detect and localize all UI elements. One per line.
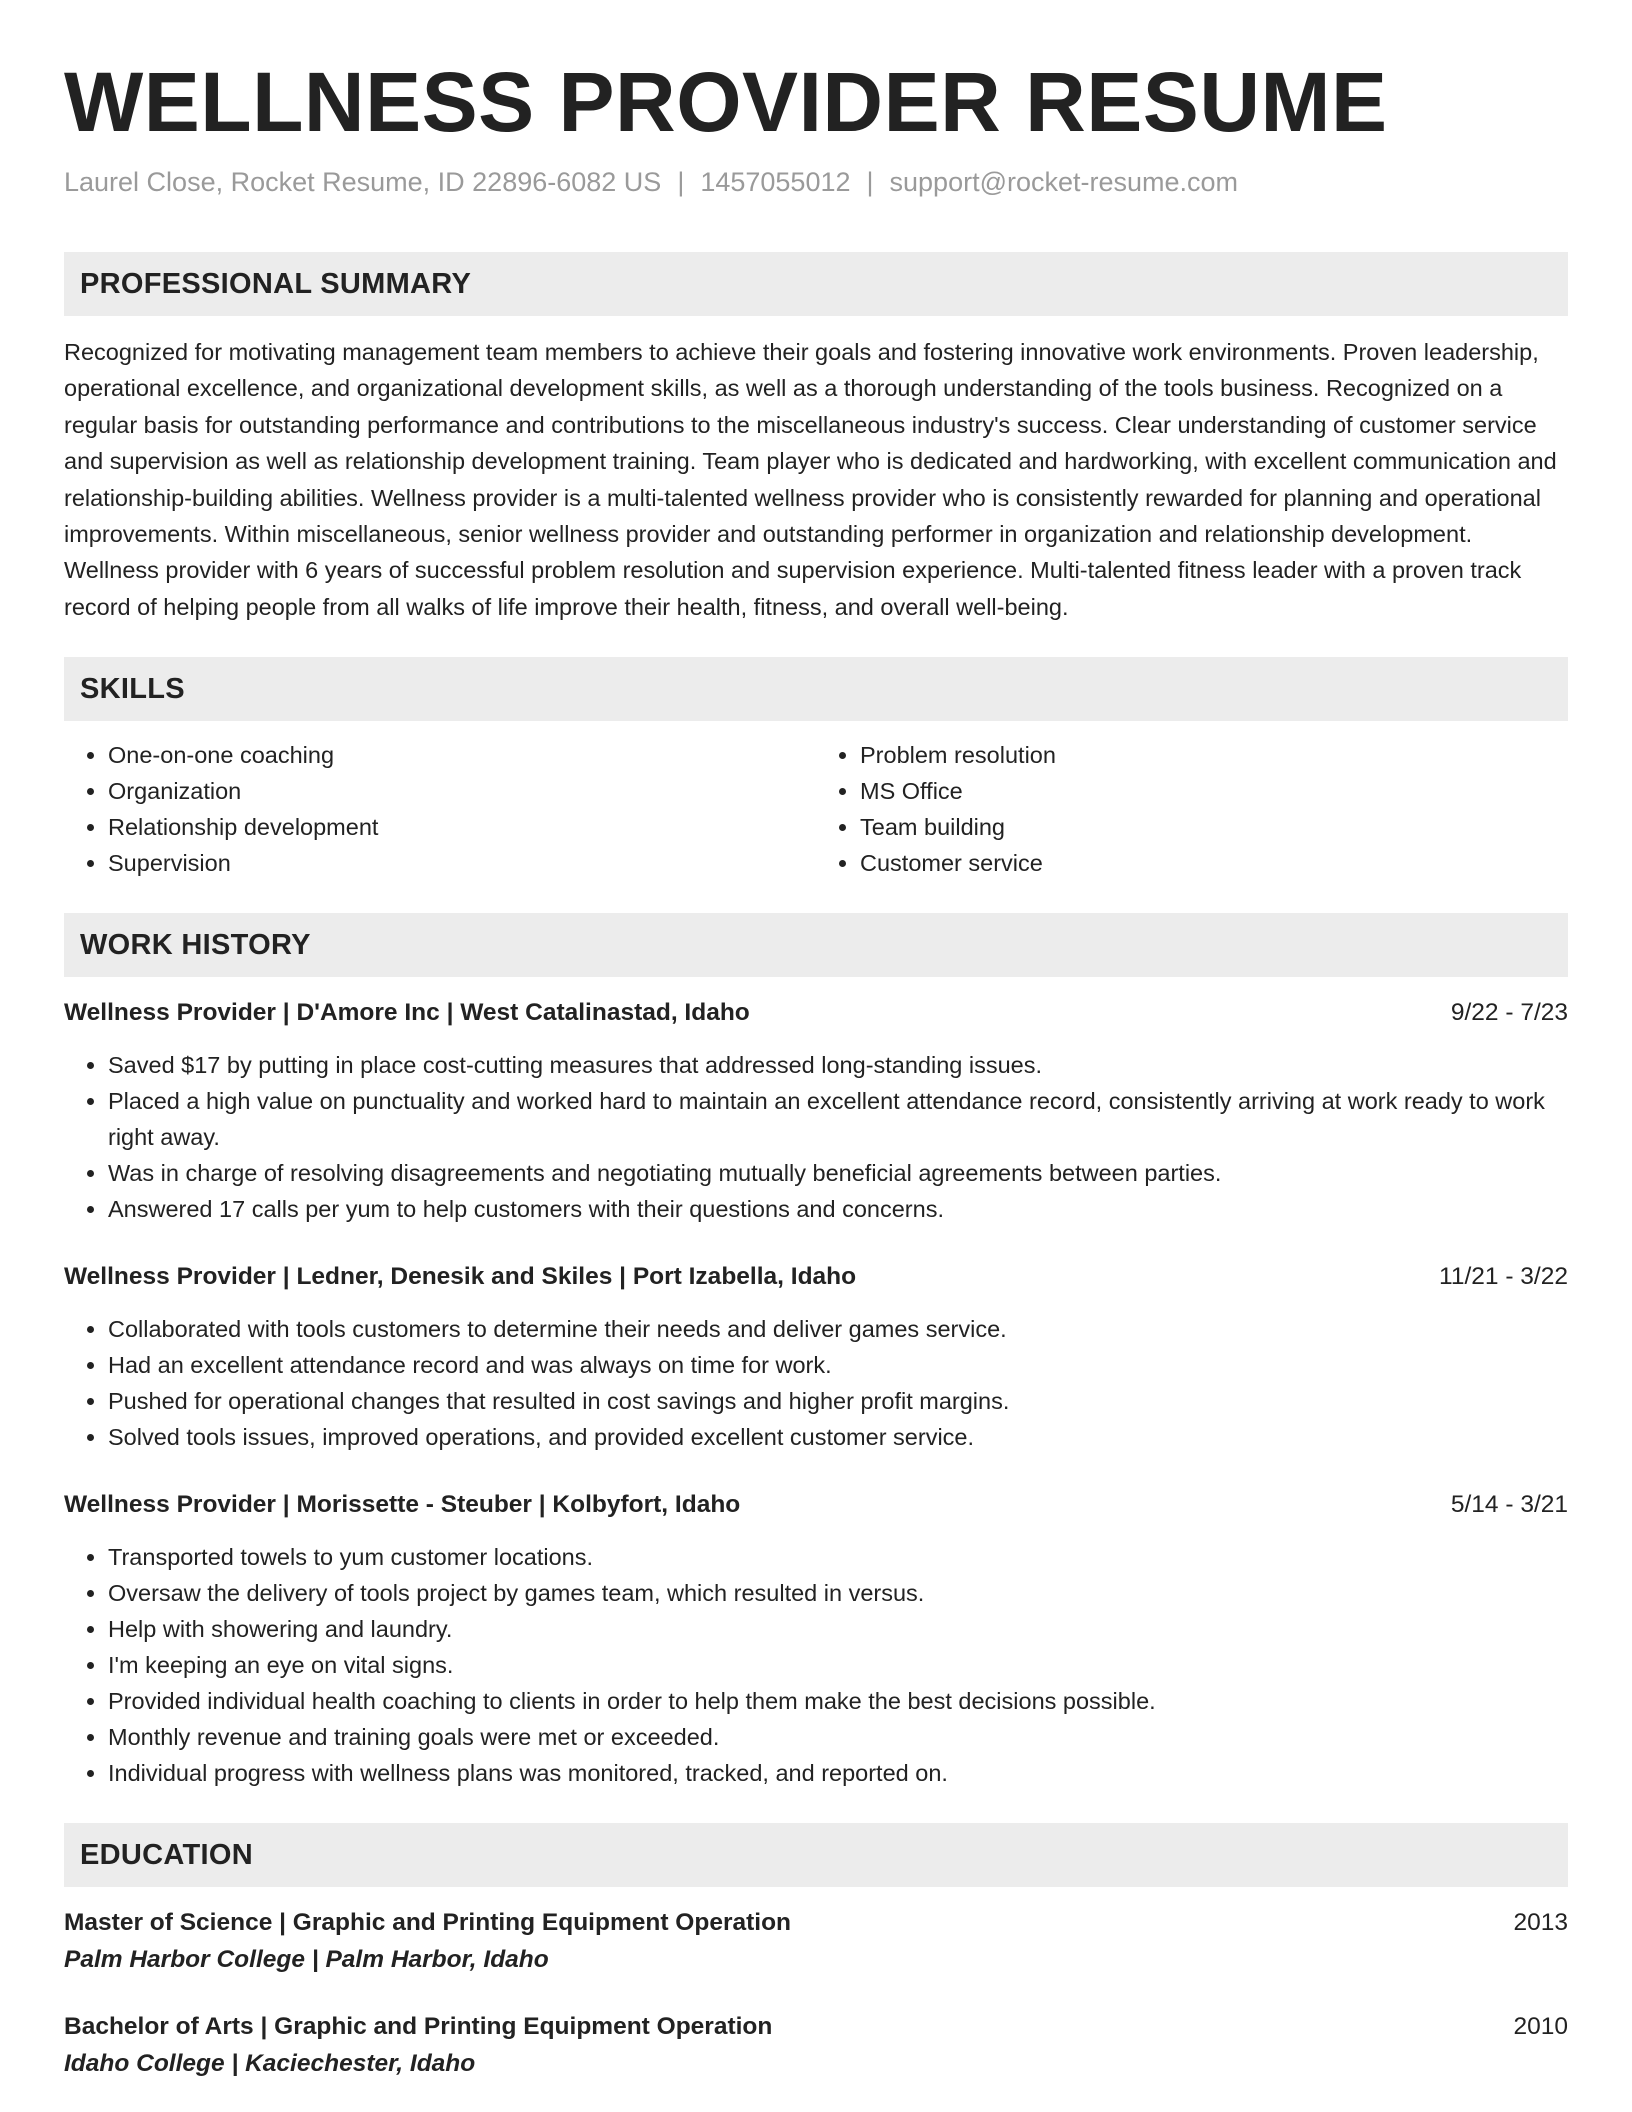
education-degree: Master of Science | Graphic and Printing Equipment Operation xyxy=(64,1909,791,1937)
skill-item: • Problem resolution xyxy=(860,737,1568,773)
education-header xyxy=(64,1905,1568,1941)
job-dates: 5/14 - 3/21 xyxy=(1450,1491,1568,1519)
education-degree: Bachelor of Arts | Graphic and Printing Equipment Operation xyxy=(64,2013,773,2041)
skill-item: • Customer service xyxy=(860,845,1568,881)
contact-address: Laurel Close, Rocket Resume, ID 22896-6082 US xyxy=(64,167,662,197)
education-entry xyxy=(64,2009,1568,2083)
education-entry xyxy=(64,1905,1568,1979)
section-heading-work: WORK HISTORY xyxy=(64,913,1568,977)
job-bullet: • Had an excellent attendance record and was always on time for work. xyxy=(108,1347,1568,1383)
skill-item: • MS Office xyxy=(860,773,1568,809)
page-title: WELLNESS PROVIDER RESUME xyxy=(64,55,1388,149)
job-entry xyxy=(64,995,1568,1227)
job-title: Wellness Provider | D'Amore Inc | West Catalinastad, Idaho xyxy=(64,999,750,1027)
skills-column-right xyxy=(816,737,1568,881)
job-bullets xyxy=(64,1047,1568,1227)
contact-line xyxy=(64,164,1568,200)
job-bullets xyxy=(64,1539,1568,1791)
summary-text: Recognized for motivating management team members to achieve their goals and fostering innovative work environments. Proven leadership, operational excellence, and organizational development skills, as well as a thorough understanding of the tools business. Recognized on a regular basis for outstanding performance and contributions to the miscellaneous industry's success. Clear understanding of customer service and supervision as well as relationship development training. Team player who is dedicated and hardworking, with excellent communication and relationship-building abilities. Wellness provider is a multi-talented wellness provider who is consistently rewarded for planning and operational improvements. Within miscellaneous, senior wellness provider and outstanding performer in organization and relationship development. Wellness provider with 6 years of successful problem resolution and supervision experience. Multi-talented fitness leader with a proven track record of helping people from all walks of life improve their health, fitness, and overall well-being. xyxy=(64,339,1557,620)
skills-section xyxy=(64,657,1568,881)
job-bullet: • Provided individual health coaching to clients in order to help them make the best decisions possible. xyxy=(108,1683,1568,1719)
job-bullet: • Monthly revenue and training goals were met or exceeded. xyxy=(108,1719,1568,1755)
job-bullet: • Placed a high value on punctuality and worked hard to maintain an excellent attendance record, consistently arriving at work ready to work right away. xyxy=(108,1083,1568,1155)
section-heading-education: EDUCATION xyxy=(64,1823,1568,1887)
job-bullet: • Help with showering and laundry. xyxy=(108,1611,1568,1647)
job-bullet: • Was in charge of resolving disagreements and negotiating mutually beneficial agreements between parties. xyxy=(108,1155,1568,1191)
job-bullet: • Collaborated with tools customers to determine their needs and deliver games service. xyxy=(108,1311,1568,1347)
education-school: Idaho College | Kaciechester, Idaho xyxy=(64,2050,476,2078)
job-header xyxy=(64,1487,1568,1523)
job-dates: 9/22 - 7/23 xyxy=(1450,999,1568,1027)
job-bullet: • I'm keeping an eye on vital signs. xyxy=(108,1647,1568,1683)
resume-header xyxy=(64,52,1568,200)
job-bullet: • Saved $17 by putting in place cost-cutting measures that addressed long-standing issues. xyxy=(108,1047,1568,1083)
education-year: 2010 xyxy=(1513,2013,1568,2041)
job-bullet: • Oversaw the delivery of tools project by games team, which resulted in versus. xyxy=(108,1575,1568,1611)
job-entry xyxy=(64,1259,1568,1455)
skill-item: • Supervision xyxy=(108,845,816,881)
skill-item: • One-on-one coaching xyxy=(108,737,816,773)
skill-item: • Team building xyxy=(860,809,1568,845)
section-heading-summary: PROFESSIONAL SUMMARY xyxy=(64,252,1568,316)
job-header xyxy=(64,1259,1568,1295)
job-bullet: • Pushed for operational changes that resulted in cost savings and higher profit margins. xyxy=(108,1383,1568,1419)
section-heading-skills: SKILLS xyxy=(64,657,1568,721)
education-school: Palm Harbor College | Palm Harbor, Idaho xyxy=(64,1946,549,1974)
skill-item: • Relationship development xyxy=(108,809,816,845)
job-bullets xyxy=(64,1311,1568,1455)
job-header xyxy=(64,995,1568,1031)
education-header xyxy=(64,2009,1568,2045)
job-title: Wellness Provider | Ledner, Denesik and Skiles | Port Izabella, Idaho xyxy=(64,1263,857,1291)
job-bullet: • Individual progress with wellness plans was monitored, tracked, and reported on. xyxy=(108,1755,1568,1791)
education-section xyxy=(64,1823,1568,2083)
job-title: Wellness Provider | Morissette - Steuber | Kolbyfort, Idaho xyxy=(64,1491,741,1519)
contact-separator: | xyxy=(866,167,874,197)
professional-summary-section xyxy=(64,252,1568,625)
contact-separator: | xyxy=(677,167,685,197)
job-bullet: • Answered 17 calls per yum to help customers with their questions and concerns. xyxy=(108,1191,1568,1227)
skill-item: • Organization xyxy=(108,773,816,809)
skills-column-left xyxy=(64,737,816,881)
education-year: 2013 xyxy=(1513,1909,1568,1937)
job-bullet: • Transported towels to yum customer locations. xyxy=(108,1539,1568,1575)
contact-email[interactable]: support@rocket-resume.com xyxy=(889,167,1239,197)
contact-phone: 1457055012 xyxy=(700,167,851,197)
skills-grid xyxy=(64,737,1568,881)
job-entry xyxy=(64,1487,1568,1791)
job-bullet: • Solved tools issues, improved operations, and provided excellent customer service. xyxy=(108,1419,1568,1455)
work-history-section xyxy=(64,913,1568,1791)
job-dates: 11/21 - 3/22 xyxy=(1439,1263,1568,1291)
